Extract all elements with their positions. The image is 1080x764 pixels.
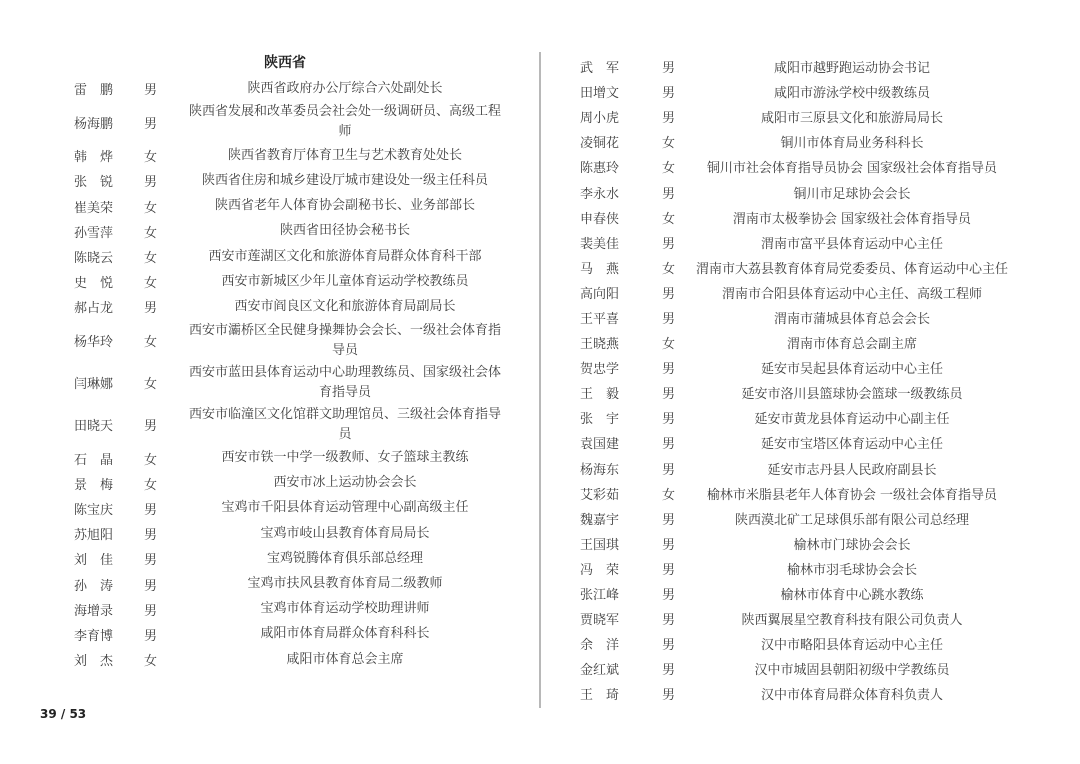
roster-row <box>560 681 1030 706</box>
person-name: 贾晓军 <box>580 613 620 629</box>
roster-row <box>560 305 1030 330</box>
person-title: 延安市黄龙县体育运动中心副主任 <box>754 412 950 428</box>
person-title: 宝鸡市千阳县体育运动管理中心副高级主任 <box>221 500 469 516</box>
roster-row <box>560 205 1030 230</box>
person-name: 陈宝庆 <box>74 502 114 518</box>
person-title: 西安市灞桥区全民健身操舞协会会长、一级社会体育指导员 <box>188 322 501 358</box>
roster-row <box>60 362 520 404</box>
roster-row <box>560 154 1030 179</box>
person-name: 韩 烨 <box>74 150 114 166</box>
person-gender: 男 <box>144 175 158 191</box>
person-title: 榆林市羽毛球协会会长 <box>786 562 917 578</box>
roster-row <box>60 244 520 269</box>
person-name: 闫琳娜 <box>74 377 114 392</box>
roster-row <box>560 330 1030 355</box>
person-gender: 男 <box>662 562 676 578</box>
person-title: 渭南市合阳县体育运动中心主任、高级工程师 <box>721 286 982 302</box>
person-title: 延安市吴起县体育运动中心主任 <box>760 362 943 378</box>
person-title: 渭南市蒲城县体育总会会长 <box>773 311 930 327</box>
roster-row <box>60 597 520 622</box>
person-title: 宝鸡市体育运动学校助理讲师 <box>260 601 430 617</box>
person-name: 田晓天 <box>74 419 114 434</box>
person-name: 余 洋 <box>580 638 620 654</box>
person-name: 凌铜花 <box>580 136 620 152</box>
person-title: 西安市新城区少年儿童体育运动学校教练员 <box>221 273 469 289</box>
person-name: 申春侠 <box>580 211 620 227</box>
roster-row <box>560 230 1030 255</box>
person-title: 榆林市米脂县老年人体育协会 一级社会体育指导员 <box>706 487 998 503</box>
person-gender: 男 <box>662 663 676 679</box>
roster-row <box>560 456 1030 481</box>
roster-row <box>60 143 520 168</box>
person-gender: 女 <box>144 377 158 392</box>
roster-row <box>560 179 1030 204</box>
left-column <box>60 50 520 672</box>
roster-row <box>560 355 1030 380</box>
roster-row <box>60 446 520 471</box>
roster-row <box>60 76 520 101</box>
roster-row <box>560 104 1030 129</box>
person-gender: 女 <box>144 335 158 350</box>
person-name: 陈惠玲 <box>580 161 620 177</box>
person-name: 史 悦 <box>74 276 114 292</box>
person-gender: 女 <box>144 200 158 216</box>
roster-row <box>560 430 1030 455</box>
roster-row <box>60 219 520 244</box>
person-title: 咸阳市三原县文化和旅游局局长 <box>760 111 943 127</box>
person-gender: 男 <box>662 638 676 654</box>
person-gender: 女 <box>662 337 676 353</box>
person-name: 王国琪 <box>580 537 620 553</box>
person-title: 咸阳市体育局群众体育科科长 <box>260 626 430 642</box>
person-name: 武 军 <box>580 61 620 77</box>
person-title: 铜川市体育局业务科科长 <box>780 136 924 152</box>
person-name: 李育博 <box>74 628 114 644</box>
person-gender: 男 <box>662 537 676 553</box>
right-roster-list <box>560 54 1030 706</box>
person-title: 榆林市门球协会会长 <box>793 537 911 553</box>
person-title: 陕西省老年人体育协会副秘书长、业务部部长 <box>214 198 475 214</box>
right-column <box>560 54 1030 706</box>
person-name: 郝占龙 <box>74 301 114 317</box>
person-gender: 女 <box>144 276 158 292</box>
roster-row <box>60 320 520 362</box>
roster-row <box>560 79 1030 104</box>
person-gender: 男 <box>144 116 158 132</box>
person-title: 陕西漠北矿工足球俱乐部有限公司总经理 <box>734 512 969 528</box>
person-name: 艾彩茹 <box>580 487 620 503</box>
person-name: 刘 杰 <box>74 654 114 670</box>
person-title: 咸阳市越野跑运动协会书记 <box>773 61 930 77</box>
roster-row <box>560 506 1030 531</box>
person-gender: 男 <box>144 419 158 434</box>
person-gender: 男 <box>662 186 676 202</box>
person-gender: 男 <box>144 578 158 594</box>
person-name: 王晓燕 <box>580 337 620 353</box>
roster-row <box>60 521 520 546</box>
person-gender: 男 <box>662 286 676 302</box>
person-gender: 男 <box>662 111 676 127</box>
person-name: 孙雪萍 <box>74 225 114 241</box>
person-title: 汉中市城固县朝阳初级中学教练员 <box>754 663 950 679</box>
person-gender: 男 <box>662 462 676 478</box>
person-name: 张江峰 <box>580 588 620 604</box>
person-name: 魏嘉宇 <box>580 512 620 528</box>
person-gender: 男 <box>144 528 158 544</box>
person-name: 李永水 <box>580 186 620 202</box>
roster-row <box>60 168 520 193</box>
person-gender: 女 <box>144 477 158 493</box>
person-gender: 男 <box>144 83 158 99</box>
roster-row <box>560 54 1030 79</box>
roster-row <box>60 404 520 446</box>
person-name: 陈晓云 <box>74 251 114 267</box>
person-name: 刘 佳 <box>74 553 114 569</box>
person-name: 杨海东 <box>580 462 620 478</box>
roster-row <box>560 656 1030 681</box>
roster-row <box>60 194 520 219</box>
roster-row <box>60 101 520 143</box>
person-title: 咸阳市游泳学校中级教练员 <box>773 86 930 102</box>
person-name: 金红斌 <box>580 663 620 679</box>
person-title: 西安市铁一中学一级教师、女子篮球主教练 <box>221 450 469 466</box>
person-gender: 男 <box>144 502 158 518</box>
person-name: 周小虎 <box>580 111 620 127</box>
person-title: 渭南市大荔县教育体育局党委委员、体育运动中心主任 <box>695 261 1008 277</box>
person-title: 延安市志丹县人民政府副县长 <box>767 462 937 478</box>
person-title: 渭南市太极拳协会 国家级社会体育指导员 <box>732 211 972 227</box>
person-gender: 女 <box>144 150 158 166</box>
person-title: 陕西省政府办公厅综合六处副处长 <box>247 80 443 96</box>
person-title: 陕西省发展和改革委员会社会处一级调研员、高级工程师 <box>188 104 501 140</box>
person-gender: 女 <box>662 136 676 152</box>
person-name: 贺忠学 <box>580 362 620 378</box>
person-name: 王 琦 <box>580 688 620 704</box>
person-title: 宝鸡市扶风县教育体育局二级教师 <box>247 576 443 592</box>
person-title: 咸阳市体育总会主席 <box>286 651 404 667</box>
roster-row <box>560 255 1030 280</box>
person-title: 西安市莲湖区文化和旅游体育局群众体育科干部 <box>208 248 482 264</box>
person-title: 延安市洛川县篮球协会篮球一级教练员 <box>741 387 963 403</box>
person-gender: 女 <box>144 452 158 468</box>
person-name: 杨海鹏 <box>74 116 114 132</box>
person-gender: 男 <box>144 553 158 569</box>
person-title: 宝鸡锐腾体育俱乐部总经理 <box>266 550 423 566</box>
roster-row <box>560 481 1030 506</box>
person-gender: 男 <box>144 301 158 317</box>
person-name: 田增文 <box>580 86 620 102</box>
roster-row <box>560 531 1030 556</box>
person-name: 杨华玲 <box>74 335 114 350</box>
person-gender: 女 <box>662 261 676 277</box>
person-name: 张 宇 <box>580 412 620 428</box>
person-name: 冯 荣 <box>580 562 620 578</box>
person-title: 西安市蓝田县体育运动中心助理教练员、国家级社会体育指导员 <box>188 364 501 400</box>
person-name: 海增录 <box>74 603 114 619</box>
person-gender: 女 <box>144 225 158 241</box>
roster-row <box>560 380 1030 405</box>
person-title: 西安市阎良区文化和旅游体育局副局长 <box>234 298 456 314</box>
person-gender: 女 <box>662 211 676 227</box>
person-gender: 男 <box>662 613 676 629</box>
roster-row <box>60 622 520 647</box>
roster-row <box>560 405 1030 430</box>
roster-row <box>60 496 520 521</box>
person-gender: 男 <box>662 588 676 604</box>
person-title: 陕西翼展星空教育科技有限公司负责人 <box>741 613 963 629</box>
person-name: 崔美荣 <box>74 200 114 216</box>
person-gender: 女 <box>662 487 676 503</box>
person-title: 陕西省田径协会秘书长 <box>279 223 410 239</box>
person-gender: 男 <box>662 688 676 704</box>
roster-row <box>560 556 1030 581</box>
person-name: 苏旭阳 <box>74 528 114 544</box>
person-gender: 男 <box>662 412 676 428</box>
person-title: 延安市宝塔区体育运动中心主任 <box>760 437 943 453</box>
person-name: 裴美佳 <box>580 236 620 252</box>
roster-row <box>60 647 520 672</box>
roster-row <box>560 129 1030 154</box>
person-gender: 男 <box>662 86 676 102</box>
person-name: 石 晶 <box>74 452 114 468</box>
person-name: 雷 鹏 <box>74 83 114 99</box>
roster-row <box>60 471 520 496</box>
person-name: 孙 涛 <box>74 578 114 594</box>
roster-row <box>60 269 520 294</box>
person-title: 西安市临潼区文化馆群文助理馆员、三级社会体育指导员 <box>188 406 501 442</box>
person-title: 铜川市足球协会会长 <box>793 186 911 202</box>
person-gender: 男 <box>662 61 676 77</box>
left-roster-list <box>60 76 520 672</box>
person-title: 汉中市略阳县体育运动中心主任 <box>760 638 943 654</box>
person-title: 陕西省住房和城乡建设厅城市建设处一级主任科员 <box>201 172 488 188</box>
person-gender: 男 <box>144 628 158 644</box>
person-gender: 男 <box>662 437 676 453</box>
person-title: 汉中市体育局群众体育科负责人 <box>760 688 943 704</box>
person-gender: 女 <box>144 251 158 267</box>
person-title: 铜川市社会体育指导员协会 国家级社会体育指导员 <box>706 161 998 177</box>
roster-row <box>60 294 520 319</box>
person-title: 西安市冰上运动协会会长 <box>273 475 417 491</box>
person-title: 渭南市富平县体育运动中心主任 <box>760 236 943 252</box>
roster-row <box>560 606 1030 631</box>
person-gender: 女 <box>662 161 676 177</box>
person-gender: 男 <box>662 362 676 378</box>
person-gender: 女 <box>144 654 158 670</box>
person-name: 景 梅 <box>74 477 114 493</box>
roster-row <box>60 546 520 571</box>
person-gender: 男 <box>662 512 676 528</box>
person-gender: 男 <box>662 387 676 403</box>
person-name: 马 燕 <box>580 261 620 277</box>
roster-row <box>560 280 1030 305</box>
person-name: 袁国建 <box>580 437 620 453</box>
page-number: 39 / 53 <box>40 707 87 721</box>
person-gender: 男 <box>144 603 158 619</box>
person-gender: 男 <box>662 236 676 252</box>
person-title: 榆林市体育中心跳水教练 <box>780 588 924 604</box>
person-title: 渭南市体育总会副主席 <box>786 337 917 353</box>
roster-row <box>60 571 520 596</box>
person-name: 王平喜 <box>580 311 620 327</box>
person-title: 宝鸡市岐山县教育体育局局长 <box>260 525 430 541</box>
section-title: 陕西省 <box>264 55 306 71</box>
person-name: 王 毅 <box>580 387 620 403</box>
person-title: 陕西省教育厅体育卫生与艺术教育处处长 <box>227 147 462 163</box>
person-name: 高向阳 <box>580 286 620 302</box>
column-divider <box>539 52 541 708</box>
person-name: 张 锐 <box>74 175 114 191</box>
roster-row <box>560 631 1030 656</box>
person-gender: 男 <box>662 311 676 327</box>
roster-row <box>560 581 1030 606</box>
